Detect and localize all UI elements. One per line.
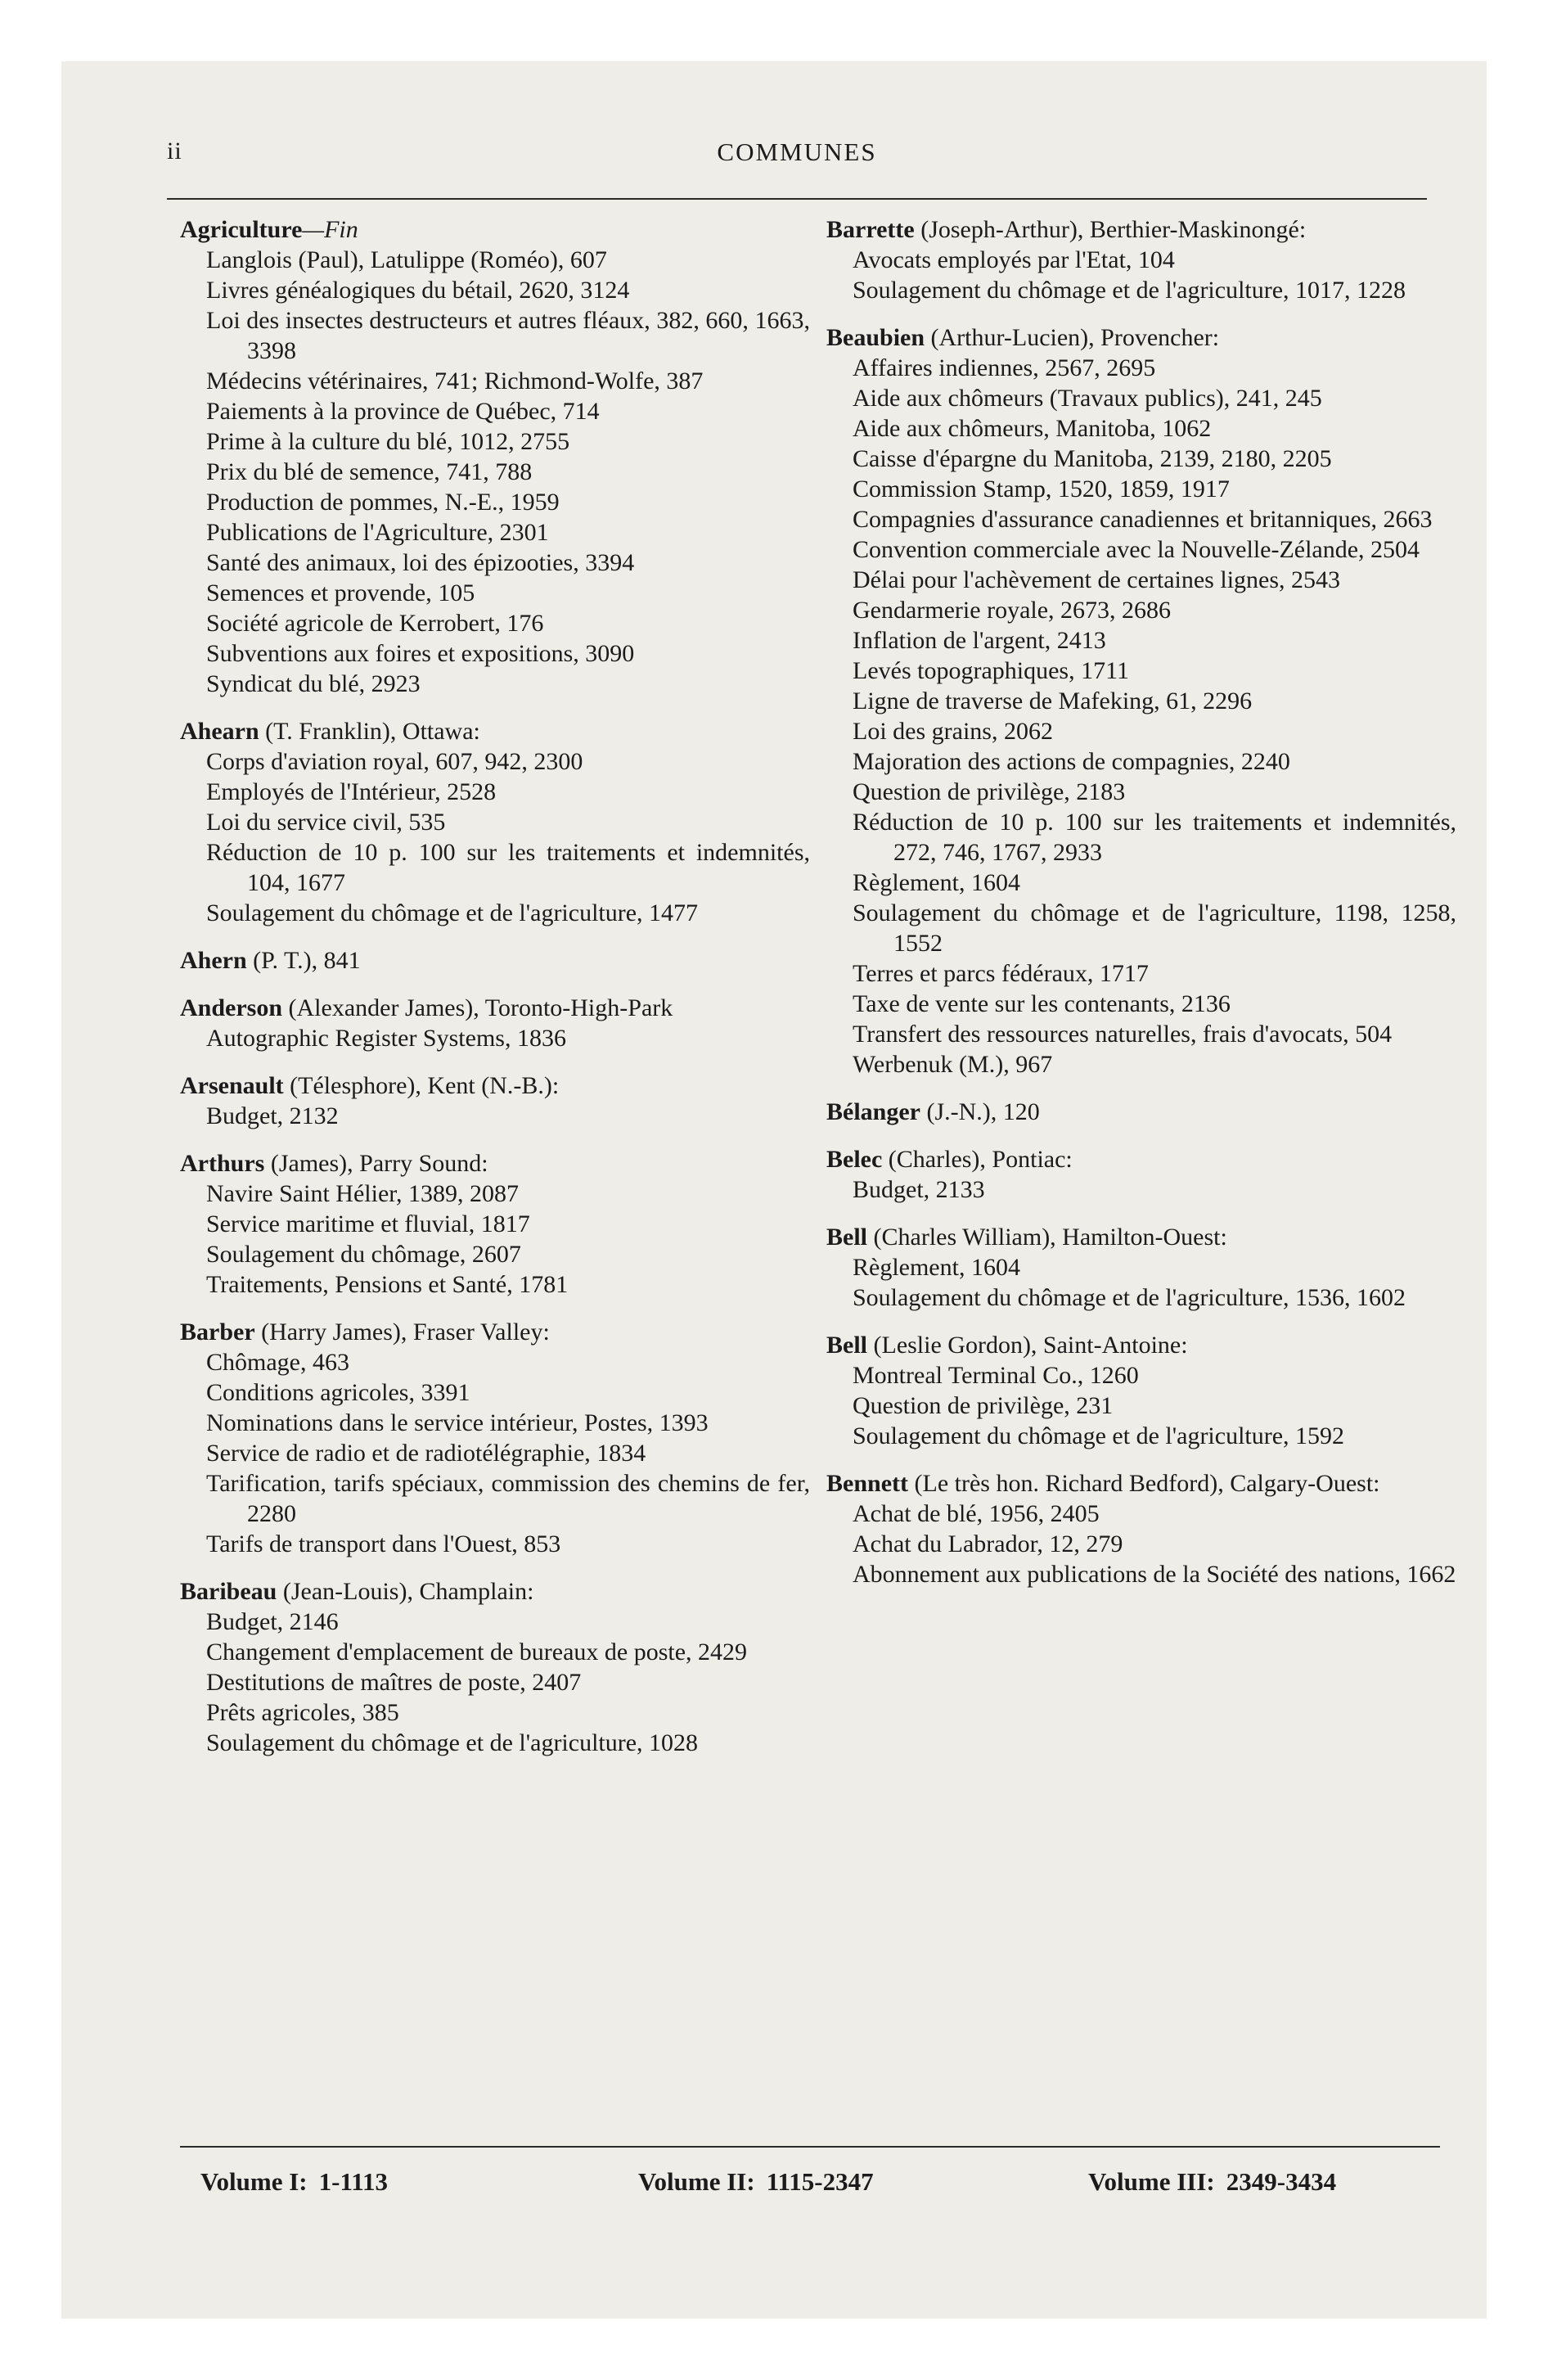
entry-suffix: —Fin — [302, 216, 358, 243]
subentry: Soulagement du chômage et de l'agriculture, 1028 — [206, 1729, 699, 1756]
subentry: Aide aux chômeurs (Travaux publics), 241, 245 — [853, 385, 1322, 412]
subentry: Prix du blé de semence, 741, 788 — [206, 458, 533, 485]
subentry: Semences et provende, 105 — [206, 579, 475, 606]
subentry: Service maritime et fluvial, 1817 — [206, 1210, 530, 1237]
entry-heading — [180, 716, 810, 746]
subentry-list — [180, 746, 810, 928]
subentry: Service de radio et de radiotélégraphie, 1834 — [206, 1440, 646, 1467]
subentry: Prime à la culture du blé, 1012, 2755 — [206, 428, 570, 455]
subentry: Chômage, 463 — [206, 1349, 349, 1376]
subentry: Abonnement aux publications de la Société des nations, 1662 — [853, 1561, 1456, 1588]
subentry: Tarifs de transport dans l'Ouest, 853 — [206, 1530, 561, 1557]
entry-heading — [826, 1144, 1456, 1174]
index-entry — [180, 716, 810, 928]
index-column-right — [826, 214, 1456, 1607]
subentry: Destitutions de maîtres de poste, 2407 — [206, 1669, 582, 1696]
entry-heading — [826, 1330, 1456, 1360]
volume-label: Volume II: — [638, 2167, 755, 2196]
index-entry — [826, 322, 1456, 1080]
entry-name: Bélanger — [826, 1098, 920, 1125]
subentry: Affaires indiennes, 2567, 2695 — [853, 354, 1156, 381]
subentry: Prêts agricoles, 385 — [206, 1699, 399, 1726]
subentry: Traitements, Pensions et Santé, 1781 — [206, 1271, 569, 1298]
subentry: Question de privilège, 2183 — [853, 778, 1126, 805]
subentry: Loi des insectes destructeurs et autres fléaux, 382, 660, 1663, 3398 — [206, 307, 810, 364]
subentry: Budget, 2133 — [853, 1176, 985, 1203]
entry-details: (Charles), Pontiac: — [882, 1146, 1073, 1173]
subentry: Majoration des actions de compagnies, 2240 — [853, 748, 1290, 775]
index-entry — [180, 1148, 810, 1300]
subentry: Langlois (Paul), Latulippe (Roméo), 607 — [206, 246, 607, 273]
subentry: Transfert des ressources naturelles, frais d'avocats, 504 — [853, 1021, 1393, 1048]
entry-heading — [180, 993, 810, 1023]
entry-name: Arsenault — [180, 1072, 284, 1099]
subentry: Montreal Terminal Co., 1260 — [853, 1362, 1139, 1389]
index-entry — [180, 945, 810, 976]
subentry: Ligne de traverse de Mafeking, 61, 2296 — [853, 687, 1253, 714]
subentry: Société agricole de Kerrobert, 176 — [206, 610, 544, 637]
index-entry — [826, 1222, 1456, 1313]
entry-name: Bell — [826, 1332, 867, 1359]
subentry: Réduction de 10 p. 100 sur les traitements et indemnités, 104, 1677 — [206, 839, 810, 896]
entry-name: Bennett — [826, 1470, 908, 1497]
subentry: Gendarmerie royale, 2673, 2686 — [853, 597, 1172, 624]
subentry: Soulagement du chômage et de l'agriculture, 1592 — [853, 1422, 1345, 1449]
entry-details: (Arthur-Lucien), Provencher: — [925, 324, 1220, 351]
subentry-list — [180, 1607, 810, 1758]
index-column-left — [180, 214, 810, 1775]
volume-2-ref — [638, 2167, 874, 2197]
entry-details: (J.-N.), 120 — [920, 1098, 1040, 1125]
volume-range: 1115-2347 — [766, 2167, 874, 2196]
subentry: Compagnies d'assurance canadiennes et britanniques, 2663 — [853, 506, 1433, 533]
subentry: Règlement, 1604 — [853, 869, 1020, 896]
subentry: Aide aux chômeurs, Manitoba, 1062 — [853, 415, 1212, 442]
subentry: Question de privilège, 231 — [853, 1392, 1114, 1419]
subentry: Caisse d'épargne du Manitoba, 2139, 2180, 2205 — [853, 445, 1332, 472]
entry-name: Baribeau — [180, 1578, 277, 1605]
entry-heading — [826, 1097, 1456, 1127]
subentry-list — [180, 1023, 810, 1053]
subentry: Terres et parcs fédéraux, 1717 — [853, 960, 1149, 987]
subentry-list — [826, 1499, 1456, 1589]
entry-name: Agriculture — [180, 216, 303, 243]
subentry: Achat de blé, 1956, 2405 — [853, 1500, 1100, 1527]
index-entry — [180, 1317, 810, 1559]
entry-heading — [180, 945, 810, 976]
subentry: Werbenuk (M.), 967 — [853, 1051, 1053, 1078]
subentry: Médecins vétérinaires, 741; Richmond-Wolfe, 387 — [206, 367, 704, 394]
subentry: Soulagement du chômage et de l'agriculture, 1017, 1228 — [853, 277, 1406, 304]
entry-heading — [180, 1576, 810, 1607]
entry-name: Ahearn — [180, 718, 259, 745]
entry-name: Belec — [826, 1146, 883, 1173]
subentry: Soulagement du chômage, 2607 — [206, 1241, 521, 1268]
subentry: Employés de l'Intérieur, 2528 — [206, 778, 497, 805]
subentry: Soulagement du chômage et de l'agriculture, 1198, 1258, 1552 — [853, 899, 1456, 957]
footer-rule — [180, 2146, 1440, 2148]
entry-heading — [826, 1222, 1456, 1252]
volume-footer — [180, 2167, 1440, 2208]
index-entry — [826, 1468, 1456, 1589]
subentry-list — [826, 1174, 1456, 1205]
subentry: Règlement, 1604 — [853, 1254, 1020, 1281]
subentry: Avocats employés par l'Etat, 104 — [853, 246, 1175, 273]
index-entry — [826, 1097, 1456, 1127]
subentry: Production de pommes, N.-E., 1959 — [206, 489, 560, 516]
entry-details: (Télesphore), Kent (N.-B.): — [283, 1072, 560, 1099]
entry-heading — [826, 214, 1456, 245]
subentry: Commission Stamp, 1520, 1859, 1917 — [853, 476, 1230, 503]
subentry: Achat du Labrador, 12, 279 — [853, 1530, 1123, 1557]
subentry: Tarification, tarifs spéciaux, commission des chemins de fer, 2280 — [206, 1470, 810, 1527]
index-entry — [180, 1071, 810, 1131]
entry-details: (Alexander James), Toronto-High-Park — [282, 994, 673, 1021]
subentry: Autographic Register Systems, 1836 — [206, 1025, 566, 1052]
subentry-list — [826, 245, 1456, 305]
index-entry — [826, 1330, 1456, 1451]
page-header — [167, 137, 1427, 178]
subentry: Paiements à la province de Québec, 714 — [206, 398, 600, 425]
entry-heading — [180, 1317, 810, 1347]
subentry-list — [180, 245, 810, 699]
entry-details: (Joseph-Arthur), Berthier-Maskinongé: — [914, 216, 1307, 243]
subentry: Convention commerciale avec la Nouvelle-Zélande, 2504 — [853, 536, 1420, 563]
entry-heading — [826, 1468, 1456, 1499]
entry-details: (James), Parry Sound: — [264, 1150, 488, 1177]
subentry: Loi des grains, 2062 — [853, 718, 1053, 745]
subentry: Subventions aux foires et expositions, 3090 — [206, 640, 635, 667]
entry-details: (Leslie Gordon), Saint-Antoine: — [867, 1332, 1188, 1359]
subentry-list — [826, 1360, 1456, 1451]
subentry-list — [826, 1252, 1456, 1313]
entry-name: Arthurs — [180, 1150, 265, 1177]
subentry: Soulagement du chômage et de l'agriculture, 1477 — [206, 899, 699, 926]
entry-name: Beaubien — [826, 324, 925, 351]
subentry: Taxe de vente sur les contenants, 2136 — [853, 990, 1231, 1017]
index-entry — [180, 1576, 810, 1758]
subentry: Soulagement du chômage et de l'agriculture, 1536, 1602 — [853, 1284, 1406, 1311]
subentry: Nominations dans le service intérieur, Postes, 1393 — [206, 1409, 709, 1436]
entry-details: (T. Franklin), Ottawa: — [259, 718, 480, 745]
header-rule — [167, 198, 1427, 200]
entry-heading — [180, 214, 810, 245]
subentry-list — [826, 353, 1456, 1080]
volume-1-ref — [200, 2167, 388, 2197]
entry-details: (Charles William), Hamilton-Ouest: — [867, 1224, 1227, 1251]
subentry: Syndicat du blé, 2923 — [206, 670, 421, 697]
index-entry — [180, 214, 810, 699]
subentry: Santé des animaux, loi des épizooties, 3394 — [206, 549, 635, 576]
running-title: COMMUNES — [717, 137, 877, 166]
page-number: ii — [167, 137, 182, 165]
entry-name: Ahern — [180, 947, 247, 974]
subentry: Loi du service civil, 535 — [206, 809, 446, 836]
volume-range: 2349-3434 — [1226, 2167, 1337, 2196]
entry-details: (Le très hon. Richard Bedford), Calgary-Ouest: — [908, 1470, 1380, 1497]
subentry: Navire Saint Hélier, 1389, 2087 — [206, 1180, 520, 1207]
subentry: Budget, 2132 — [206, 1102, 339, 1129]
subentry-list — [180, 1179, 810, 1300]
entry-details: (Harry James), Fraser Valley: — [254, 1318, 550, 1346]
subentry: Corps d'aviation royal, 607, 942, 2300 — [206, 748, 583, 775]
index-entry — [826, 214, 1456, 305]
subentry: Budget, 2146 — [206, 1608, 339, 1635]
subentry: Levés topographiques, 1711 — [853, 657, 1129, 684]
entry-name: Anderson — [180, 994, 283, 1021]
index-entry — [826, 1144, 1456, 1205]
entry-heading — [180, 1071, 810, 1101]
volume-label: Volume I: — [200, 2167, 308, 2196]
subentry-list — [180, 1101, 810, 1131]
subentry: Changement d'emplacement de bureaux de poste, 2429 — [206, 1639, 748, 1666]
subentry-list — [180, 1347, 810, 1559]
entry-name: Barber — [180, 1318, 255, 1346]
subentry: Réduction de 10 p. 100 sur les traitements et indemnités, 272, 746, 1767, 2933 — [853, 809, 1456, 866]
volume-label: Volume III: — [1088, 2167, 1215, 2196]
entry-details: (P. T.), 841 — [246, 947, 361, 974]
entry-details: (Jean-Louis), Champlain: — [277, 1578, 534, 1605]
entry-name: Barrette — [826, 216, 915, 243]
subentry: Publications de l'Agriculture, 2301 — [206, 519, 549, 546]
index-entry — [180, 993, 810, 1053]
volume-range: 1-1113 — [318, 2167, 389, 2196]
entry-heading — [180, 1148, 810, 1179]
subentry: Inflation de l'argent, 2413 — [853, 627, 1106, 654]
subentry: Livres généalogiques du bétail, 2620, 3124 — [206, 277, 630, 304]
volume-3-ref — [1088, 2167, 1336, 2197]
subentry: Délai pour l'achèvement de certaines lignes, 2543 — [853, 566, 1341, 593]
subentry: Conditions agricoles, 3391 — [206, 1379, 470, 1406]
entry-name: Bell — [826, 1224, 867, 1251]
entry-heading — [826, 322, 1456, 353]
